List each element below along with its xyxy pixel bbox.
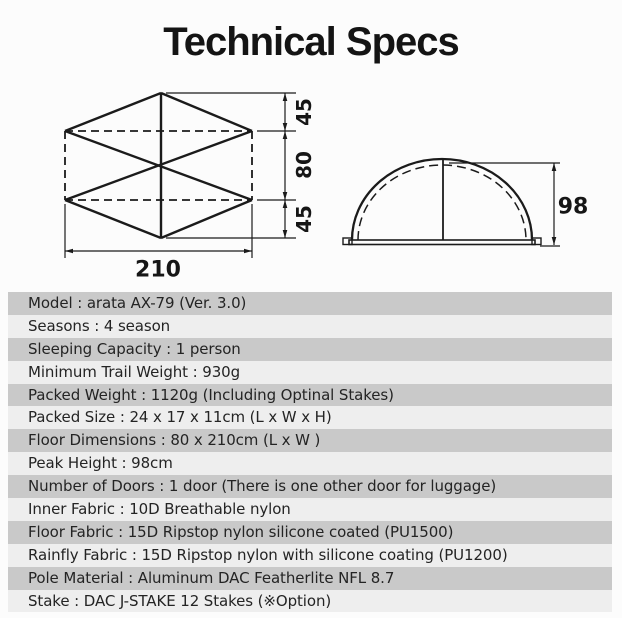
floor-depth-mid-dimension: 80	[292, 151, 316, 179]
spec-row-number-of-doors: Number of Doors : 1 door (There is one other door for luggage)	[8, 475, 612, 498]
spec-row-packed-weight: Packed Weight : 1120g (Including Optinal Stakes)	[8, 384, 612, 407]
spec-row-seasons: Seasons : 4 season	[8, 315, 612, 338]
spec-list	[8, 292, 612, 612]
spec-row-stake: Stake : DAC J-STAKE 12 Stakes (※Option)	[8, 590, 612, 613]
floor-width-dimension: 210	[135, 257, 181, 283]
diagram-area	[0, 78, 622, 288]
spec-row-sleeping-capacity: Sleeping Capacity : 1 person	[8, 338, 612, 361]
spec-row-rainfly-fabric: Rainfly Fabric : 15D Ripstop nylon with silicone coating (PU1200)	[8, 544, 612, 567]
stake-tab-right	[532, 238, 541, 245]
spec-row-peak-height: Peak Height : 98cm	[8, 452, 612, 475]
spec-row-packed-size: Packed Size : 24 x 17 x 11cm (L x W x H)	[8, 406, 612, 429]
technical-drawings	[0, 78, 622, 288]
spec-row-model: Model : arata AX-79 (Ver. 3.0)	[8, 292, 612, 315]
spec-row-min-trail-weight: Minimum Trail Weight : 930g	[8, 361, 612, 384]
page-title: Technical Specs	[163, 20, 459, 64]
spec-row-inner-fabric: Inner Fabric : 10D Breathable nylon	[8, 498, 612, 521]
peak-height-dimension: 98	[557, 194, 589, 220]
spec-row-floor-dimensions: Floor Dimensions : 80 x 210cm (L x W )	[8, 429, 612, 452]
floor-plan-diagram	[65, 93, 296, 258]
spec-row-pole-material: Pole Material : Aluminum DAC Featherlite NFL 8.7	[8, 567, 612, 590]
floor-depth-top-dimension: 45	[292, 98, 316, 126]
side-view-diagram	[343, 159, 560, 246]
floor-depth-bottom-dimension: 45	[292, 205, 316, 233]
spec-row-floor-fabric: Floor Fabric : 15D Ripstop nylon silicone coated (PU1500)	[8, 521, 612, 544]
stake-tab-left	[343, 238, 352, 245]
